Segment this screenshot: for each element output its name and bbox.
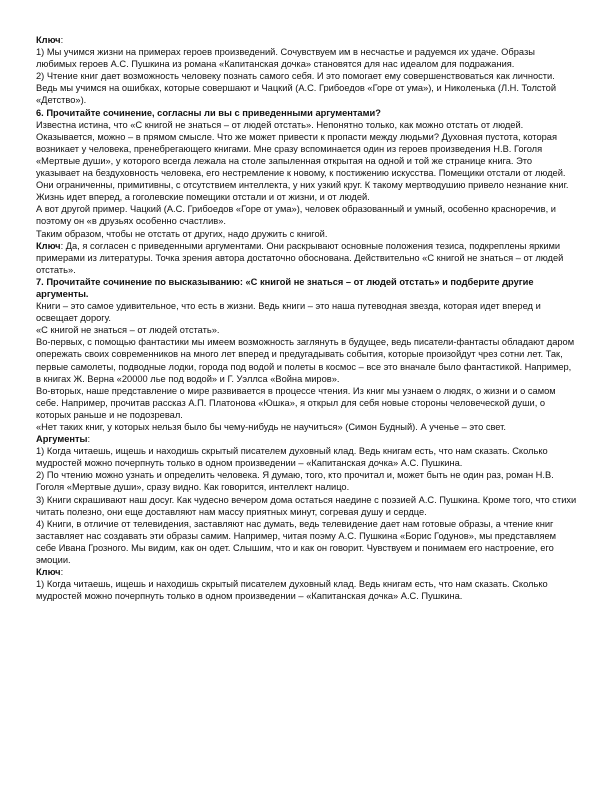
task-7-essay-paragraph: «Нет таких книг, у которых нельзя было бы чему-нибудь не научиться» (Симон Будный). А ученье – это свет. xyxy=(36,422,506,432)
key-paragraph-1: 1) Мы учимся жизни на примерах героев произведений. Сочувствуем им в несчастье и радуемся их удаче. Образы любимых героев А.С. Пушкина из романа «Капитанская дочка» становятся для нас идеалом для подражания. xyxy=(36,47,535,70)
key-paragraph-2: 2) Чтение книг дает возможность человеку познать самого себя. И это помогает ему совершенствоваться как личности. Ведь мы учимся на ошибках, которые совершают и Чацкий (А.С. Грибоедов «Горе от ума»), и Николенька (Л.Н. Толстой «Детство»). xyxy=(36,71,557,106)
task-7-essay-paragraph: Во-первых, с помощью фантастики мы имеем возможность заглянуть в будущее, ведь писатели-фантасты обладают даром опережать своих современников на много лет вперед и предугадывать события, которые произойдут чрез сотни лет. Так, первые самолеты, подводные лодки, города под водой и полеты в космос – все это вначале было фантастикой. Например, в книгах Ж. Верна «20000 лье под водой» и Г. Уэллса «Война миров». xyxy=(36,337,575,384)
task-7-essay-paragraph: Во-вторых, наше представление о мире развивается в процессе чтения. Из книг мы узнаем о людях, о жизни и о самом себе. Например, прочитав рассказ А.П. Платонова «Юшка», я открыл для себя новые стороны человеческой души, о которых раньше и не подозревал. xyxy=(36,385,556,420)
task-6-essay-paragraph: Таким образом, чтобы не отстать от других, надо дружить с книгой. xyxy=(36,228,328,239)
arguments-heading: Аргументы: xyxy=(36,434,91,445)
task-6-essay-paragraph: Известна истина, что «С книгой не знаться – от людей отстать». Непонятно только, как можно отстать от людей. Оказывается, можно – в прямом смысле. Что же может привести к пропасти между людьми? Духовная пустота, которая возникает у человека, пренебрегающего книгами. Мне сразу вспоминается один из героев произведения Н.В. Гоголя «Мертвые души», у которого всегда лежала на столе запыленная открытая на одной и той же странице книга. Это указывает на бездуховность человека, его нестремление к новому, к постижению искусства. Помещики отстали от людей. Они ограниченны, примитивны, с отсутствием интеллекта, у них узкий круг. К такому мертводушию привело незнание книг. Жизнь идет вперед, а гоголевские помещики отстали и от жизни, и от людей. xyxy=(36,119,569,203)
task-7-essay-paragraph: Книги – это самое удивительное, что есть в жизни. Ведь книги – это наша путеводная звезда, которая идет вперед и освещает дорогу. xyxy=(36,301,541,324)
key-heading-1: Ключ: xyxy=(36,35,64,45)
argument-item: 1) Когда читаешь, ищешь и находишь скрытый писателем духовный клад. Ведь книгам есть, что нам сказать. Сколько мудростей можно почерпнуть только в одном произведении – «Капитанская дочка» А.С. Пушкина. xyxy=(36,446,548,469)
argument-item: 2) По чтению можно узнать и определить человека. Я думаю, того, кто прочитал и, может быть не один раз, роман Н.В. Гоголя «Мертвые души», сразу видно. Как говорится, интеллект налицо. xyxy=(36,470,554,493)
document-page xyxy=(36,34,577,602)
task-7-essay-paragraph: «С книгой не знаться – от людей отстать». xyxy=(36,325,220,336)
argument-item: 3) Книги скрашивают наш досуг. Как чудесно вечером дома остаться наедине с поэзией А.С. Пушкина. Кроме того, что стихи читать полезно, они еще доставляют нам массу приятных минут, согревая душу и сердце. xyxy=(36,494,577,517)
key-heading-2: Ключ: xyxy=(36,567,64,578)
argument-item: 4) Книги, в отличие от телевидения, заставляют нас думать, ведь телевидение дает нам готовые образы, а чтение книг заставляет нас создавать эти образы самим. Например, читая поэму А.С. Пушкина «Борис Годунов», мы представляем себе Ивана Грозного. Мы видим, как он одет. Слышим, что и как он говорит. Чувствуем и понимаем его настроение, его эмоции. xyxy=(36,518,557,566)
task-6-essay-paragraph: А вот другой пример. Чацкий (А.С. Грибоедов «Горе от ума»), человек образованный и умный, особенно красноречив, и поэтому он «в друзьях особенно счастлив». xyxy=(36,204,556,227)
key-paragraph-3: 1) Когда читаешь, ищешь и находишь скрытый писателем духовный клад. Ведь книгам есть, что нам сказать. Сколько мудростей можно почерпнуть только в одном произведении – «Капитанская дочка» А.С. Пушкина. xyxy=(36,579,548,602)
task-7-title: 7. Прочитайте сочинение по высказыванию: «С книгой не знаться – от людей отстать» и подберите другие аргументы. xyxy=(36,276,534,299)
task-6-title: 6. Прочитайте сочинение, согласны ли вы с приведенными аргументами? xyxy=(36,107,381,118)
task-6-key: Ключ: Да, я согласен с приведенными аргументами. Они раскрывают основные положения тезиса, подкреплены яркими примерами из литературы. Точка зрения автора достаточно обоснована. Действительно «С книгой не знаться – от людей отстать». xyxy=(36,240,564,275)
